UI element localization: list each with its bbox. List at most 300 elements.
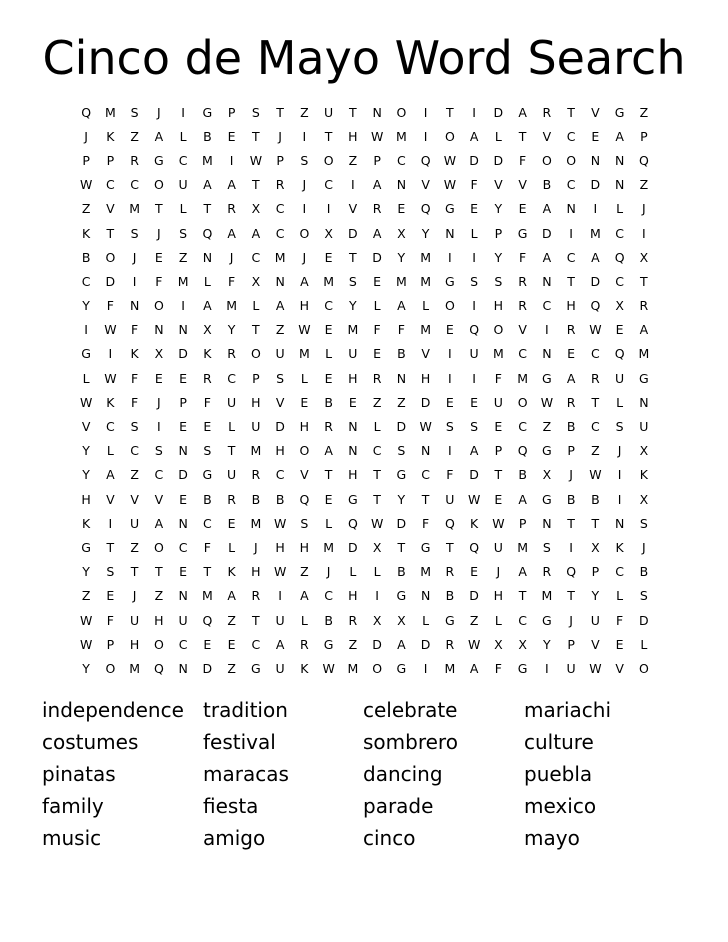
grid-letter: T (494, 467, 503, 483)
grid-letter: I (448, 346, 452, 362)
grid-letter: A (227, 588, 236, 604)
grid-letter: X (591, 539, 600, 555)
grid-letter: C (615, 225, 624, 241)
grid-letter: B (397, 346, 406, 362)
grid-letter: G (542, 491, 552, 507)
letter-grid (74, 100, 656, 681)
grid-letter: K (470, 515, 479, 531)
grid-letter: A (300, 273, 309, 289)
grid-letter: M (250, 443, 262, 459)
grid-letter: D (348, 225, 358, 241)
grid-letter: F (131, 394, 139, 410)
grid-letter: O (105, 660, 116, 676)
grid-letter: B (275, 491, 285, 507)
grid-letter: Q (347, 515, 358, 531)
grid-letter: P (567, 443, 575, 459)
grid-letter: R (518, 298, 527, 314)
grid-letter: W (443, 152, 457, 168)
grid-letter: S (397, 443, 406, 459)
word-list-item: tradition (203, 698, 288, 722)
grid-letter: C (275, 201, 285, 217)
grid-letter: M (517, 539, 529, 555)
grid-letter: I (448, 249, 452, 265)
grid-letter: Z (300, 104, 309, 120)
grid-letter: J (84, 128, 88, 144)
grid-letter: G (445, 201, 455, 217)
grid-letter: M (420, 564, 432, 580)
grid-letter: A (615, 128, 624, 144)
grid-letter: Y (494, 201, 503, 217)
grid-letter: V (518, 322, 527, 338)
grid-letter: X (397, 612, 406, 628)
grid-letter: G (614, 104, 625, 120)
grid-letter: T (421, 491, 430, 507)
grid-letter: H (348, 370, 358, 386)
grid-letter: N (590, 152, 601, 168)
grid-letter: R (639, 298, 649, 314)
grid-letter: C (106, 177, 115, 193)
grid-letter: E (615, 636, 624, 652)
grid-letter: Y (397, 249, 406, 265)
word-list-item: costumes (42, 730, 139, 754)
grid-letter: J (326, 564, 331, 580)
grid-letter: N (178, 660, 188, 676)
grid-letter: V (518, 177, 527, 193)
grid-letter: Z (300, 564, 309, 580)
grid-letter: L (422, 612, 430, 628)
grid-row (74, 100, 656, 124)
grid-letter: B (445, 588, 455, 604)
grid-row (74, 197, 656, 221)
grid-letter: C (397, 152, 406, 168)
grid-row (74, 390, 656, 414)
grid-row (74, 342, 656, 366)
grid-letter: M (226, 298, 238, 314)
grid-letter: U (566, 660, 576, 676)
grid-letter: E (227, 515, 236, 531)
grid-letter: W (79, 177, 93, 193)
grid-letter: E (348, 394, 357, 410)
grid-letter: A (542, 249, 552, 265)
grid-letter: T (567, 104, 575, 120)
grid-letter: Q (469, 322, 480, 338)
grid-letter: W (298, 322, 311, 338)
grid-letter: V (106, 201, 115, 217)
grid-letter: Q (614, 249, 625, 265)
grid-letter: H (348, 467, 358, 483)
grid-letter: T (227, 443, 236, 459)
grid-letter: S (130, 225, 139, 241)
grid-letter: I (302, 128, 307, 144)
grid-letter: Y (227, 322, 236, 338)
grid-letter: X (251, 201, 261, 217)
grid-letter: O (396, 104, 407, 120)
grid-letter: O (299, 443, 310, 459)
grid-letter: Q (299, 491, 310, 507)
grid-row (74, 269, 656, 293)
grid-letter: C (227, 370, 236, 386)
grid-letter: W (419, 419, 432, 435)
grid-letter: L (422, 298, 430, 314)
grid-letter: U (348, 346, 358, 362)
grid-letter: V (130, 491, 139, 507)
grid-letter: C (566, 128, 576, 144)
grid-letter: V (542, 128, 552, 144)
grid-letter: O (153, 636, 164, 652)
grid-letter: I (423, 104, 428, 120)
grid-letter: J (642, 201, 646, 217)
grid-letter: N (372, 104, 382, 120)
grid-letter: R (372, 370, 382, 386)
grid-letter: Q (202, 225, 213, 241)
grid-letter: I (132, 273, 137, 289)
grid-letter: N (348, 419, 358, 435)
grid-letter: L (300, 370, 308, 386)
grid-letter: E (373, 273, 382, 289)
word-list-item: cinco (363, 826, 416, 850)
grid-letter: P (179, 394, 187, 410)
grid-letter: M (250, 515, 262, 531)
grid-letter: T (203, 201, 212, 217)
grid-letter: A (203, 298, 212, 314)
grid-letter: X (639, 249, 649, 265)
grid-row (74, 511, 656, 535)
grid-letter: I (157, 419, 161, 435)
grid-letter: J (278, 128, 282, 144)
grid-letter: K (82, 515, 91, 531)
grid-row (74, 487, 656, 511)
grid-letter: E (203, 419, 212, 435)
grid-letter: A (300, 588, 309, 604)
grid-letter: W (370, 128, 384, 144)
grid-letter: T (324, 128, 333, 144)
word-list-item: dancing (363, 762, 443, 786)
grid-letter: L (106, 443, 114, 459)
grid-letter: A (203, 177, 212, 193)
grid-letter: V (421, 177, 430, 193)
grid-letter: W (467, 636, 481, 652)
grid-letter: M (323, 539, 335, 555)
grid-row (74, 656, 656, 680)
grid-letter: N (178, 443, 188, 459)
grid-letter: T (130, 564, 139, 580)
grid-letter: R (566, 394, 576, 410)
grid-letter: E (373, 346, 382, 362)
grid-letter: C (542, 298, 552, 314)
grid-letter: V (300, 467, 309, 483)
grid-letter: C (518, 419, 527, 435)
grid-letter: D (469, 152, 479, 168)
grid-letter: U (275, 612, 285, 628)
grid-letter: N (614, 515, 625, 531)
grid-letter: I (423, 128, 428, 144)
grid-letter: L (325, 346, 333, 362)
grid-letter: R (251, 467, 261, 483)
word-list-item: pinatas (42, 762, 116, 786)
grid-letter: M (298, 346, 310, 362)
grid-letter: J (157, 104, 161, 120)
grid-letter: N (566, 201, 576, 217)
grid-letter: E (494, 491, 503, 507)
grid-letter: M (420, 249, 432, 265)
grid-letter: O (153, 298, 164, 314)
grid-letter: C (251, 636, 261, 652)
grid-letter: D (493, 104, 504, 120)
grid-letter: E (300, 394, 309, 410)
word-list-item: independence (42, 698, 184, 722)
grid-letter: C (130, 177, 139, 193)
grid-letter: C (615, 564, 624, 580)
grid-letter: S (154, 443, 163, 459)
grid-letter: Q (81, 104, 92, 120)
grid-letter: N (178, 515, 188, 531)
grid-letter: I (545, 660, 549, 676)
grid-letter: T (252, 612, 260, 628)
grid-letter: O (444, 128, 455, 144)
grid-letter: J (569, 467, 573, 483)
grid-letter: C (130, 443, 139, 459)
grid-letter: Z (348, 152, 358, 168)
grid-letter: A (639, 322, 649, 338)
word-list-item: celebrate (363, 698, 458, 722)
grid-letter: E (154, 249, 163, 265)
grid-letter: M (177, 273, 189, 289)
grid-letter: L (373, 564, 381, 580)
grid-letter: W (492, 515, 505, 531)
grid-letter: S (276, 370, 285, 386)
grid-letter: O (250, 346, 261, 362)
grid-letter: A (154, 128, 164, 144)
grid-letter: W (467, 491, 481, 507)
grid-letter: X (251, 273, 261, 289)
grid-letter: V (348, 201, 358, 217)
grid-letter: N (202, 249, 213, 265)
grid-letter: M (420, 273, 432, 289)
grid-letter: O (638, 660, 649, 676)
grid-letter: R (518, 273, 527, 289)
grid-letter: Q (469, 539, 480, 555)
grid-letter: P (227, 104, 236, 120)
grid-letter: K (639, 467, 648, 483)
grid-letter: T (349, 104, 357, 120)
grid-row (74, 608, 656, 632)
grid-row (74, 366, 656, 390)
grid-letter: W (589, 467, 602, 483)
grid-letter: F (131, 370, 139, 386)
grid-letter: E (445, 394, 454, 410)
grid-letter: V (591, 104, 600, 120)
grid-letter: W (79, 612, 93, 628)
grid-letter: I (302, 201, 307, 217)
grid-letter: L (494, 612, 502, 628)
grid-letter: Z (469, 612, 479, 628)
grid-letter: D (372, 636, 382, 652)
grid-letter: G (251, 660, 261, 676)
grid-letter: H (299, 298, 310, 314)
grid-row (74, 124, 656, 148)
grid-letter: K (300, 660, 309, 676)
grid-letter: H (275, 539, 285, 555)
grid-letter: G (154, 152, 164, 168)
page-title: Cinco de Mayo Word Search (42, 31, 686, 85)
grid-letter: R (275, 177, 285, 193)
grid-letter: N (542, 346, 552, 362)
grid-letter: J (132, 249, 137, 265)
grid-letter: W (249, 152, 263, 168)
grid-letter: Q (517, 443, 528, 459)
grid-letter: E (470, 564, 479, 580)
grid-letter: P (518, 515, 527, 531)
grid-letter: I (617, 491, 622, 507)
grid-letter: R (542, 564, 552, 580)
grid-row (74, 584, 656, 608)
grid-letter: M (274, 249, 286, 265)
grid-letter: R (542, 104, 552, 120)
grid-letter: C (518, 346, 527, 362)
grid-letter: O (517, 394, 528, 410)
grid-letter: P (82, 152, 90, 168)
grid-letter: E (445, 322, 454, 338)
grid-letter: E (179, 370, 188, 386)
grid-letter: Z (227, 612, 236, 628)
grid-letter: R (445, 636, 455, 652)
grid-letter: G (542, 370, 552, 386)
grid-letter: T (567, 273, 575, 289)
grid-letter: L (179, 201, 187, 217)
grid-letter: L (82, 370, 90, 386)
grid-letter: Y (494, 249, 503, 265)
grid-letter: G (396, 588, 407, 604)
grid-letter: I (229, 152, 234, 168)
grid-letter: E (470, 394, 479, 410)
grid-letter: U (324, 104, 334, 120)
grid-letter: O (541, 152, 552, 168)
grid-letter: F (106, 612, 114, 628)
grid-letter: N (639, 394, 649, 410)
grid-letter: I (423, 660, 428, 676)
grid-row (74, 245, 656, 269)
grid-letter: E (324, 370, 333, 386)
grid-letter: C (81, 273, 91, 289)
grid-letter: K (106, 128, 115, 144)
grid-letter: H (81, 491, 91, 507)
grid-letter: T (252, 322, 260, 338)
grid-letter: M (104, 104, 116, 120)
grid-letter: I (545, 322, 549, 338)
grid-letter: C (178, 636, 188, 652)
grid-letter: F (519, 249, 527, 265)
grid-letter: Z (81, 201, 91, 217)
grid-letter: T (640, 273, 648, 289)
grid-letter: L (640, 636, 648, 652)
grid-letter: Q (202, 612, 213, 628)
grid-letter: M (129, 660, 141, 676)
grid-letter: X (518, 636, 527, 652)
grid-letter: R (227, 346, 236, 362)
grid-letter: F (616, 612, 624, 628)
grid-letter: M (517, 370, 529, 386)
word-list-item: festival (203, 730, 276, 754)
grid-letter: S (130, 104, 139, 120)
grid-letter: B (251, 491, 261, 507)
grid-letter: J (132, 588, 137, 604)
grid-letter: F (131, 322, 139, 338)
grid-row (74, 173, 656, 197)
grid-letter: A (154, 515, 164, 531)
grid-letter: P (106, 152, 115, 168)
grid-letter: D (590, 273, 601, 289)
grid-letter: A (372, 225, 382, 241)
grid-letter: J (642, 539, 646, 555)
grid-letter: A (324, 443, 333, 459)
grid-letter: F (203, 394, 211, 410)
grid-letter: R (300, 636, 309, 652)
grid-letter: U (275, 660, 285, 676)
grid-letter: Z (542, 419, 552, 435)
grid-letter: C (324, 177, 333, 193)
grid-letter: R (227, 201, 236, 217)
grid-letter: A (566, 370, 576, 386)
grid-letter: N (129, 298, 140, 314)
grid-letter: A (275, 636, 285, 652)
grid-letter: L (616, 588, 624, 604)
grid-letter: F (494, 370, 502, 386)
grid-letter: I (278, 588, 282, 604)
grid-letter: W (589, 660, 602, 676)
grid-letter: H (299, 419, 310, 435)
grid-letter: M (638, 346, 650, 362)
grid-letter: M (201, 588, 213, 604)
grid-letter: O (153, 177, 164, 193)
grid-letter: H (275, 443, 285, 459)
grid-letter: B (397, 564, 406, 580)
grid-letter: N (445, 225, 455, 241)
grid-row (74, 294, 656, 318)
grid-letter: D (420, 636, 431, 652)
grid-letter: V (106, 491, 115, 507)
grid-letter: W (104, 370, 117, 386)
grid-letter: G (542, 612, 552, 628)
grid-letter: W (273, 515, 287, 531)
grid-letter: Z (639, 177, 649, 193)
grid-letter: U (178, 177, 188, 193)
grid-letter: H (493, 298, 504, 314)
grid-letter: G (81, 539, 91, 555)
grid-letter: T (567, 588, 575, 604)
grid-letter: J (302, 177, 307, 193)
grid-letter: B (81, 249, 91, 265)
grid-letter: U (590, 612, 600, 628)
grid-letter: J (569, 612, 573, 628)
grid-letter: Z (81, 588, 91, 604)
grid-letter: T (203, 564, 212, 580)
grid-letter: V (81, 419, 91, 435)
grid-letter: X (372, 539, 382, 555)
grid-letter: E (154, 370, 163, 386)
grid-letter: L (470, 225, 478, 241)
grid-letter: I (375, 588, 379, 604)
grid-letter: Q (566, 564, 577, 580)
grid-letter: H (251, 394, 261, 410)
grid-letter: C (591, 419, 600, 435)
grid-letter: H (566, 298, 576, 314)
grid-letter: C (591, 346, 600, 362)
grid-letter: S (542, 539, 551, 555)
grid-letter: B (566, 419, 576, 435)
grid-letter: T (276, 104, 284, 120)
grid-letter: X (372, 612, 382, 628)
grid-letter: L (373, 298, 381, 314)
